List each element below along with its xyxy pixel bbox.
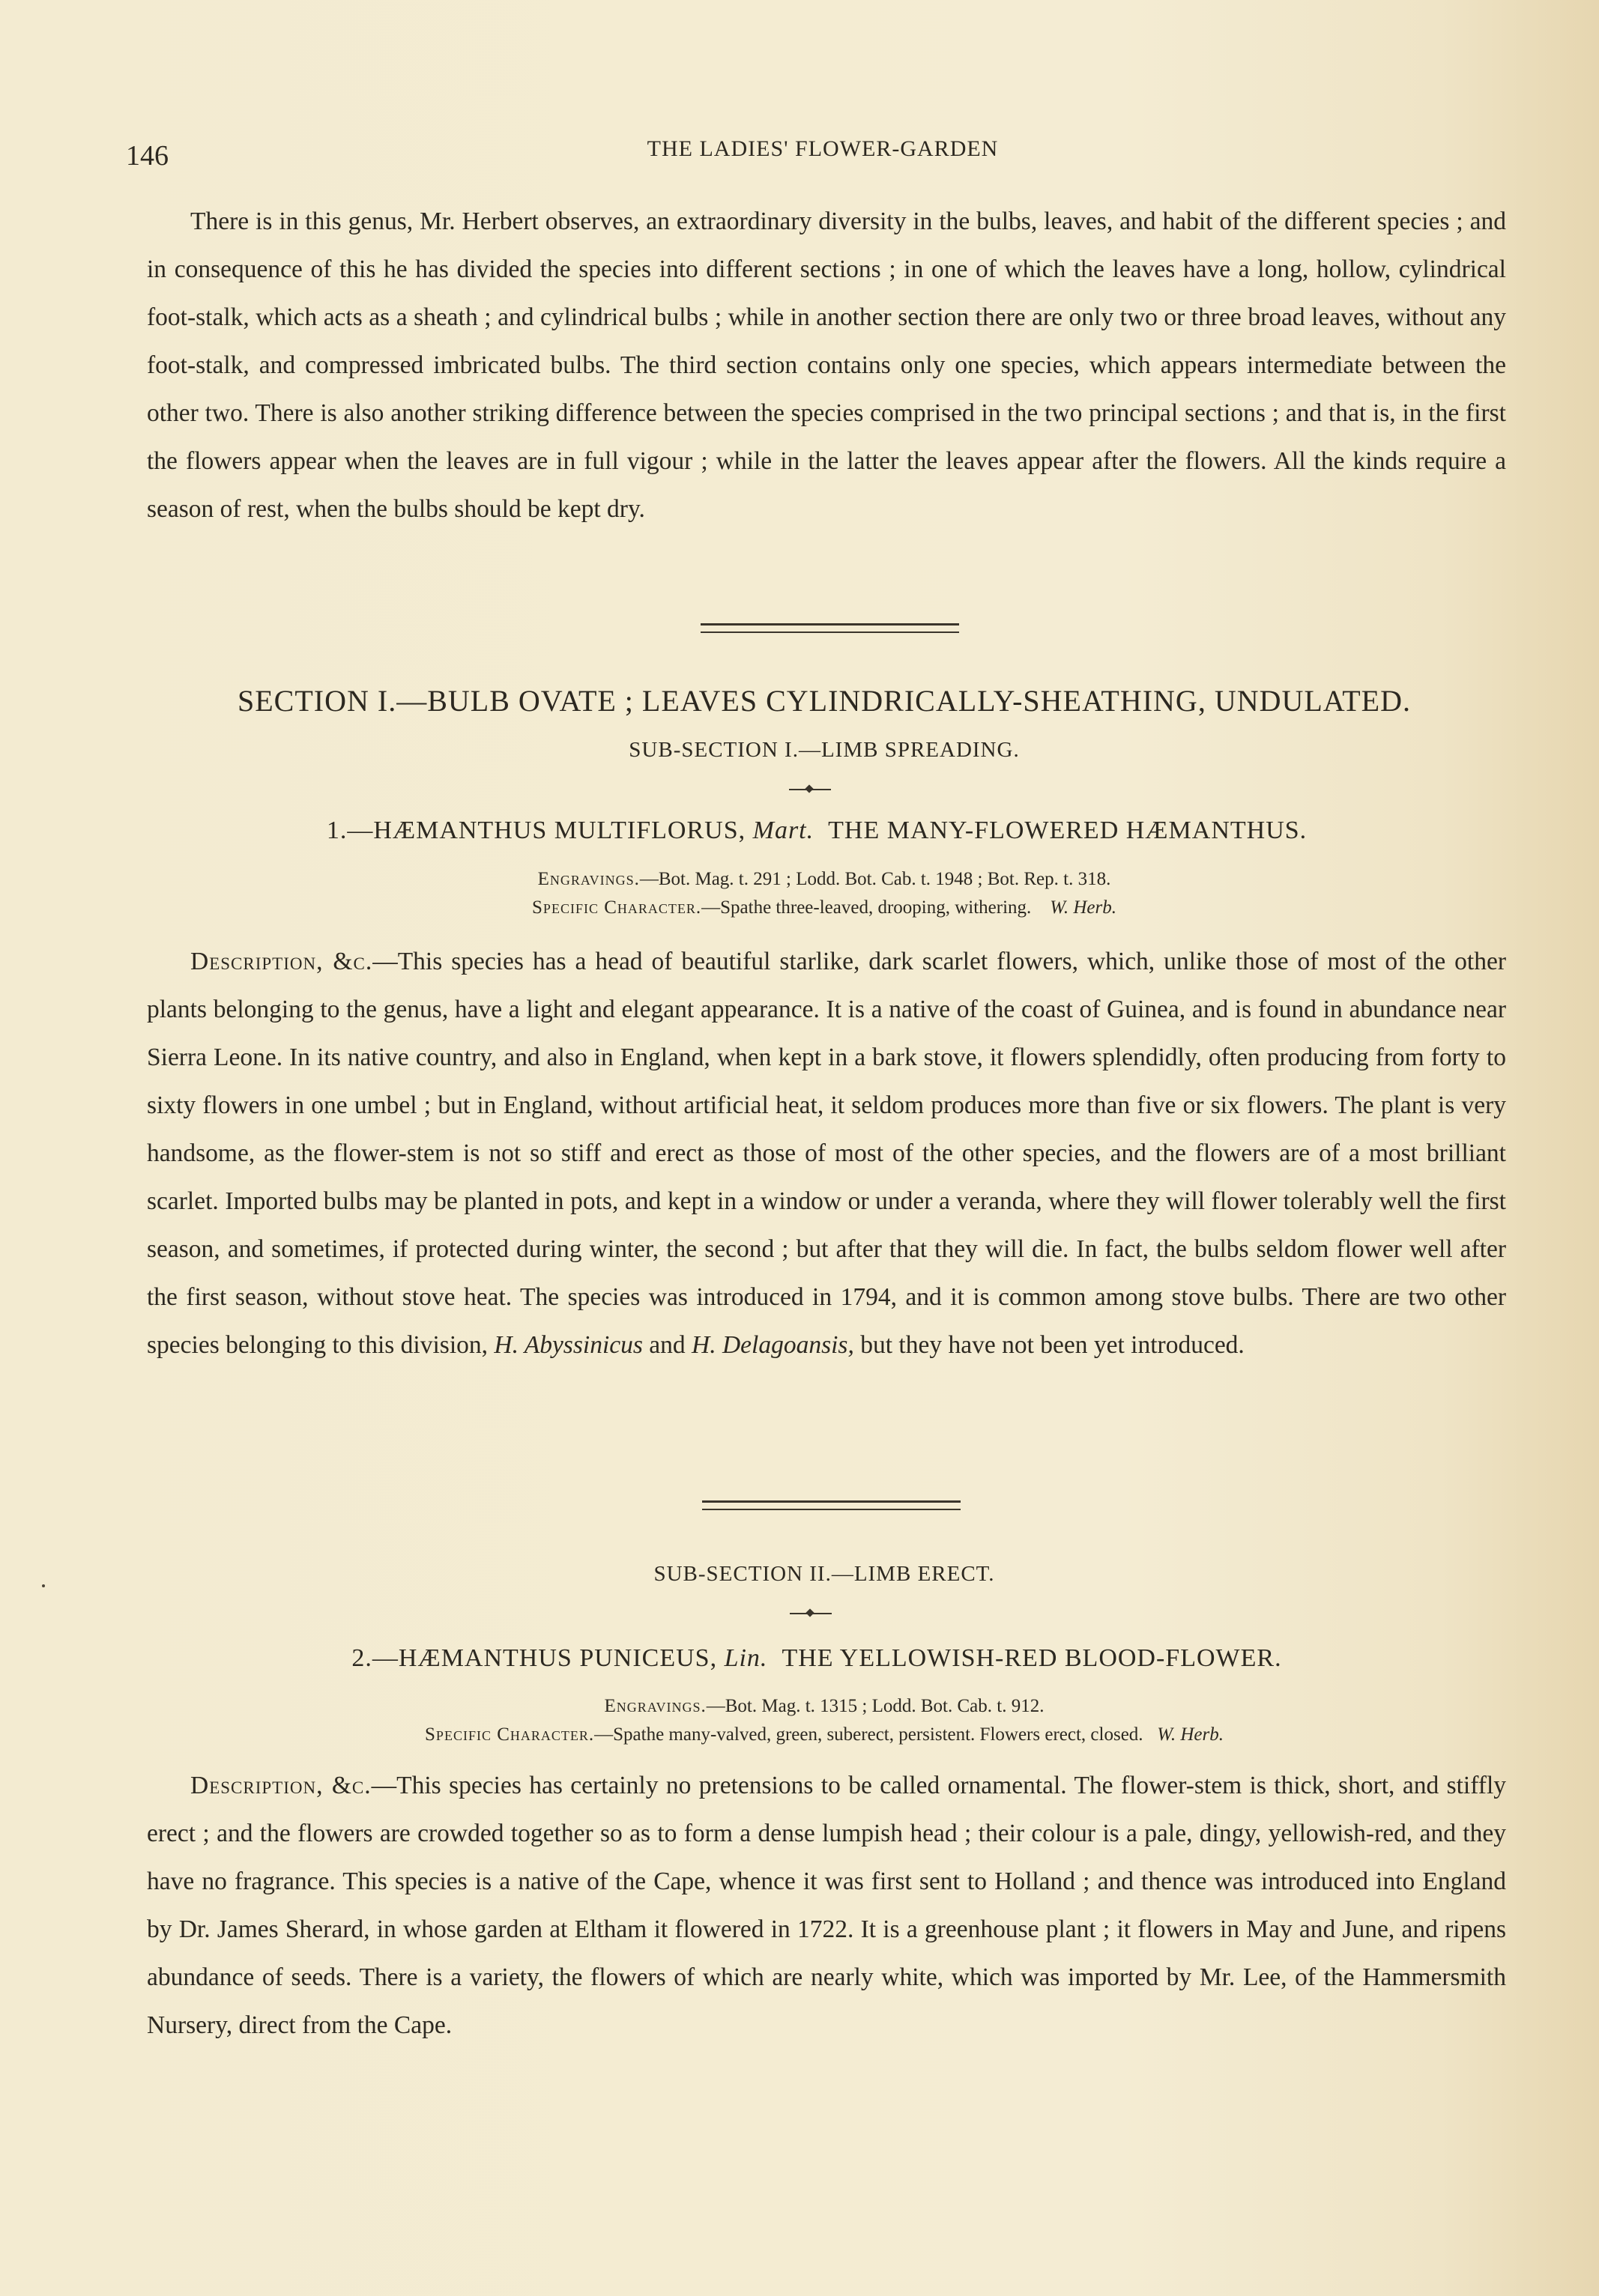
species-heading	[105, 1644, 1529, 1673]
intro-paragraph	[147, 198, 1506, 533]
specific-character-line	[112, 893, 1536, 923]
engravings-label: Engravings.	[537, 869, 640, 889]
description-body: —This species has certainly no pretensions to be called ornamental. The flower-stem is thick, short, and stiffly erect ; and the flowers are crowded together so as to form a dense lumpish head ; their colour is a pale, dingy, yellowish-red, and they have no fragrance. This species is a native of the Cape, whence it was first sent to Holland ; and thence was introduced into England by Dr. James Sherard, in whose garden at Eltham it flowered in 1722. It is a greenhouse plant ; it flowers in May and June, and ripens abundance of seeds. There is a variety, the flowers of which are nearly white, which was imported by Mr. Lee, of the Hammersmith Nursery, direct from the Cape.	[147, 1772, 1507, 2039]
diamond-ornament-divider	[789, 784, 831, 796]
subsection-title: SUB-SECTION I.—LIMB SPREADING.	[629, 738, 1020, 762]
specific-character-source: W. Herb.	[1050, 897, 1116, 918]
species-common-name: THE YELLOWISH-RED BLOOD-FLOWER.	[782, 1644, 1282, 1672]
description-end: but they have not been yet introduced.	[860, 1331, 1245, 1359]
species-authority: Lin.	[724, 1644, 768, 1672]
running-title: THE LADIES' FLOWER-GARDEN	[647, 136, 999, 161]
description-text	[147, 1762, 1506, 2050]
species-heading	[105, 817, 1529, 845]
description-paragraph	[147, 938, 1506, 1369]
intro-text: There is in this genus, Mr. Herbert observes, an extraordinary diversity in the bulbs, leaves, and habit of the different species ; and in consequence of this he has divided the species into different sections ; in one of which the leaves have a long, hollow, cylindrical foot-stalk, which acts as a sheath ; and cylindrical bulbs ; while in another section there are only two or three broad leaves, without any foot-stalk, and compressed imbricated bulbs. The third section contains only one species, which appears intermediate between the other two. There is also another striking difference between the species comprised in the two principal sections ; and that is, in the first the flowers appear when the leaves are in full vigour ; while in the latter the leaves appear after the flowers. All the kinds require a season of rest, when the bulbs should be kept dry.	[147, 208, 1506, 523]
description-body: —This species has a head of beautiful starlike, dark scarlet flowers, which, unlike those of most of the other plants belonging to the genus, have a light and elegant appearance. It is a native of the coast of Guinea, and is found in abundance near Sierra Leone. In its native country, and also in England, when kept in a bark stove, it flowers splendidly, often producing from forty to sixty flowers in one umbel ; but in England, without artificial heat, it seldom produces more than five or six flowers. The plant is very handsome, as the flower-stem is not so stiff and erect as those of most of the other species, and the flowers are of a most brilliant scarlet. Imported bulbs may be planted in pots, and kept in a window or under a veranda, where they will flower tolerably well the first season, and sometimes, if protected during winter, the second ; but after that they will die. In fact, the bulbs seldom flower well after the first season, without stove heat. The species was introduced in 1794, and it is common among stove bulbs. There are two other species belonging to this division,	[147, 948, 1506, 1359]
engravings-refs: —Bot. Mag. t. 1315 ; Lodd. Bot. Cab. t. 912.	[706, 1696, 1045, 1716]
species-name-b: H. Delagoansis,	[692, 1331, 854, 1359]
specific-character-text: —Spathe three-leaved, drooping, withering.	[701, 897, 1032, 918]
specific-character-source: W. Herb.	[1157, 1724, 1224, 1745]
specific-character-text: —Spathe many-valved, green, suberect, persistent. Flowers erect, closed.	[594, 1724, 1143, 1745]
species-number-name: 2.—HÆMANTHUS PUNICEUS,	[351, 1644, 718, 1672]
description-label: Description, &c.	[190, 948, 373, 975]
specific-character-line	[112, 1720, 1536, 1750]
species-number-name: 1.—HÆMANTHUS MULTIFLORUS,	[326, 817, 746, 844]
diamond-icon	[805, 784, 813, 793]
description-text	[147, 938, 1506, 1369]
engravings-line	[112, 864, 1536, 894]
double-rule-divider	[702, 1500, 961, 1510]
engravings-refs: —Bot. Mag. t. 291 ; Lodd. Bot. Cab. t. 1948 ; Bot. Rep. t. 318.	[639, 869, 1111, 889]
diamond-ornament-divider	[790, 1608, 832, 1620]
species-name-a: H. Abyssinicus	[494, 1331, 643, 1359]
engravings-line	[112, 1691, 1536, 1721]
specific-character-label: Specific Character.	[425, 1724, 595, 1745]
specific-character-label: Specific Character.	[532, 897, 702, 918]
page-header	[126, 133, 1520, 178]
subsection-title: SUB-SECTION II.—LIMB ERECT.	[653, 1562, 995, 1586]
double-rule-divider	[701, 623, 959, 633]
species-common-name: THE MANY-FLOWERED HÆMANTHUS.	[828, 817, 1308, 844]
and-word: and	[649, 1331, 686, 1359]
page-speck	[42, 1584, 45, 1587]
section-title: SECTION I.—BULB OVATE ; LEAVES CYLINDRICALLY-SHEATHING, UNDULATED.	[237, 684, 1412, 718]
page-number: 146	[126, 140, 169, 172]
species-authority: Mart.	[752, 817, 814, 844]
description-paragraph	[147, 1762, 1506, 2050]
engravings-label: Engravings.	[604, 1696, 707, 1716]
description-label: Description, &c.	[190, 1772, 372, 1799]
diamond-icon	[805, 1608, 814, 1617]
